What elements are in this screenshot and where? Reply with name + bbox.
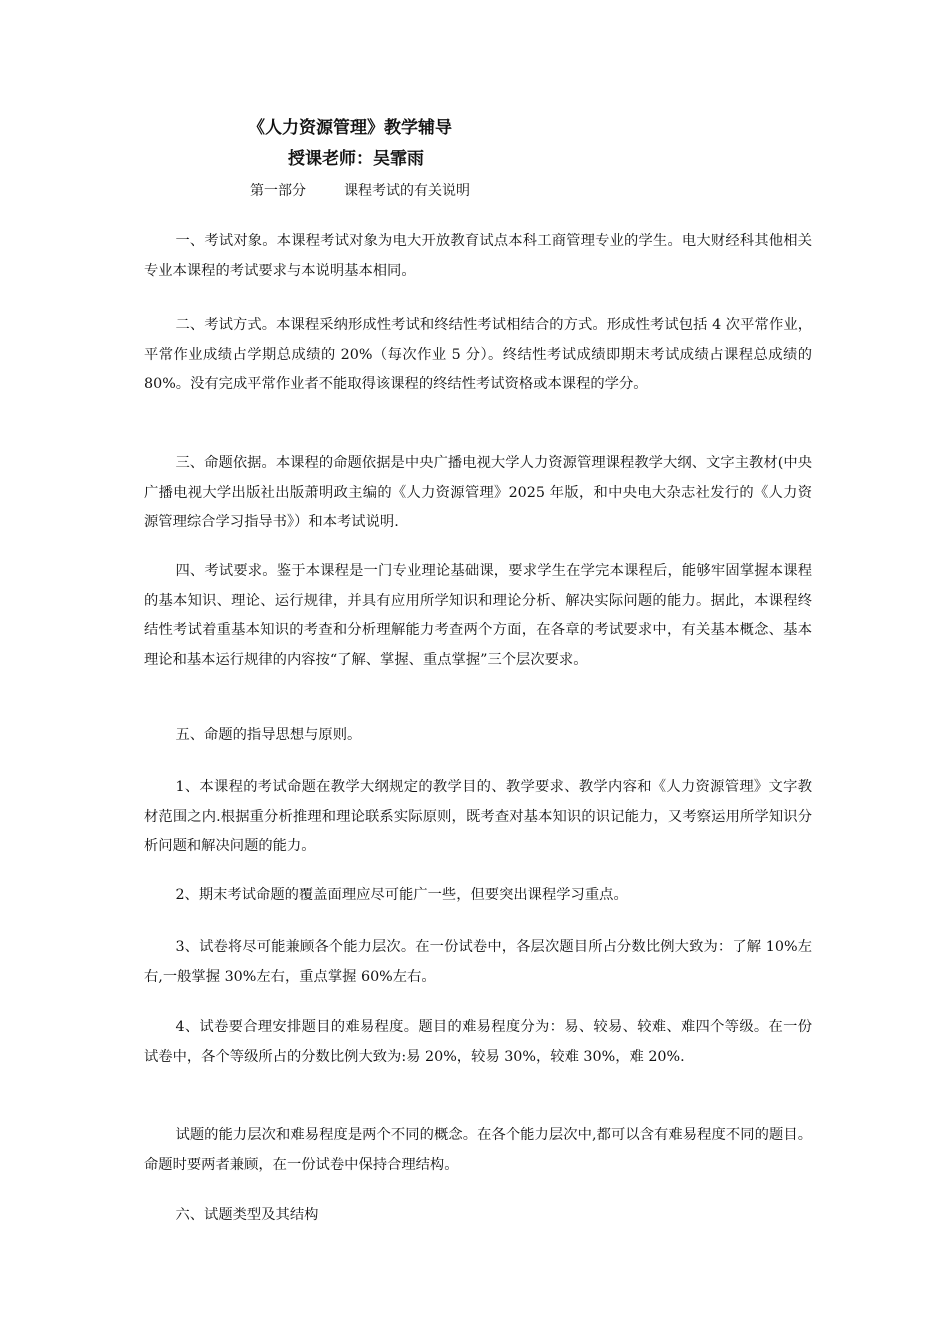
paragraph-exam-target: 一、考试对象。本课程考试对象为电大开放教育试点本科工商管理专业的学生。电大财经科其他相关专业本课程的考试要求与本说明基本相同。 [144, 233, 812, 279]
document-title: 《人力资源管理》教学辅导 [248, 118, 452, 138]
paragraph-question-types-heading: 六、试题类型及其结构 [175, 1207, 319, 1223]
teacher-line: 授课老师：吴霏雨 [288, 149, 424, 169]
part-title: 课程考试的有关说明 [344, 183, 470, 199]
part-label: 第一部分 [250, 183, 306, 199]
paragraph-principle-4: 4、试卷要合理安排题目的难易程度。题目的难易程度分为：易、较易、较难、难四个等级。在一份试卷中，各个等级所占的分数比例大致为:易 20%，较易 30%，较难 30%，难 20%. [144, 1019, 812, 1065]
paragraph-principles-heading: 五、命题的指导思想与原则。 [175, 727, 362, 743]
paragraph-principle-1: 1、本课程的考试命题在教学大纲规定的教学目的、教学要求、教学内容和《人力资源管理》文字教材范围之内.根据重分析推理和理论联系实际原则，既考查对基本知识的识记能力，又考察运用所学知识分析问题和解决问题的能力。 [144, 779, 812, 854]
paragraph-exam-basis: 三、命题依据。本课程的命题依据是中央广播电视大学人力资源管理课程教学大纲、文字主教材(中央广播电视大学出版社出版萧明政主编的《人力资源管理》2025 年版，和中央电大杂志社发行的《人力资源管理综合学习指导书》）和本考试说明. [144, 455, 812, 530]
paragraph-difficulty-note: 试题的能力层次和难易程度是两个不同的概念。在各个能力层次中,都可以含有难易程度不同的题目。命题时要两者兼顾，在一份试卷中保持合理结构。 [144, 1127, 812, 1173]
paragraph-exam-requirements: 四、考试要求。鉴于本课程是一门专业理论基础课，要求学生在学完本课程后，能够牢固掌握本课程的基本知识、理论、运行规律，并具有应用所学知识和理论分析、解决实际问题的能力。据此，本课程终结性考试着重基本知识的考查和分析理解能力考查两个方面，在各章的考试要求中，有关基本概念、基本理论和基本运行规律的内容按“了解、掌握、重点掌握”三个层次要求。 [144, 563, 812, 668]
paragraph-principle-2: 2、期末考试命题的覆盖面理应尽可能广一些，但要突出课程学习重点。 [175, 887, 628, 903]
paragraph-principle-3: 3、试卷将尽可能兼顾各个能力层次。在一份试卷中，各层次题目所占分数比例大致为：了解 10%左右,一般掌握 30%左右，重点掌握 60%左右。 [144, 939, 812, 985]
paragraph-exam-method: 二、考试方式。本课程采纳形成性考试和终结性考试相结合的方式。形成性考试包括 4 次平常作业，平常作业成绩占学期总成绩的 20%（每次作业 5 分）。终结性考试成绩即期末考试成绩占课程总成绩的 80%。没有完成平常作业者不能取得该课程的终结性考试资格或本课程的学分。 [144, 317, 812, 392]
part-heading [250, 181, 470, 201]
